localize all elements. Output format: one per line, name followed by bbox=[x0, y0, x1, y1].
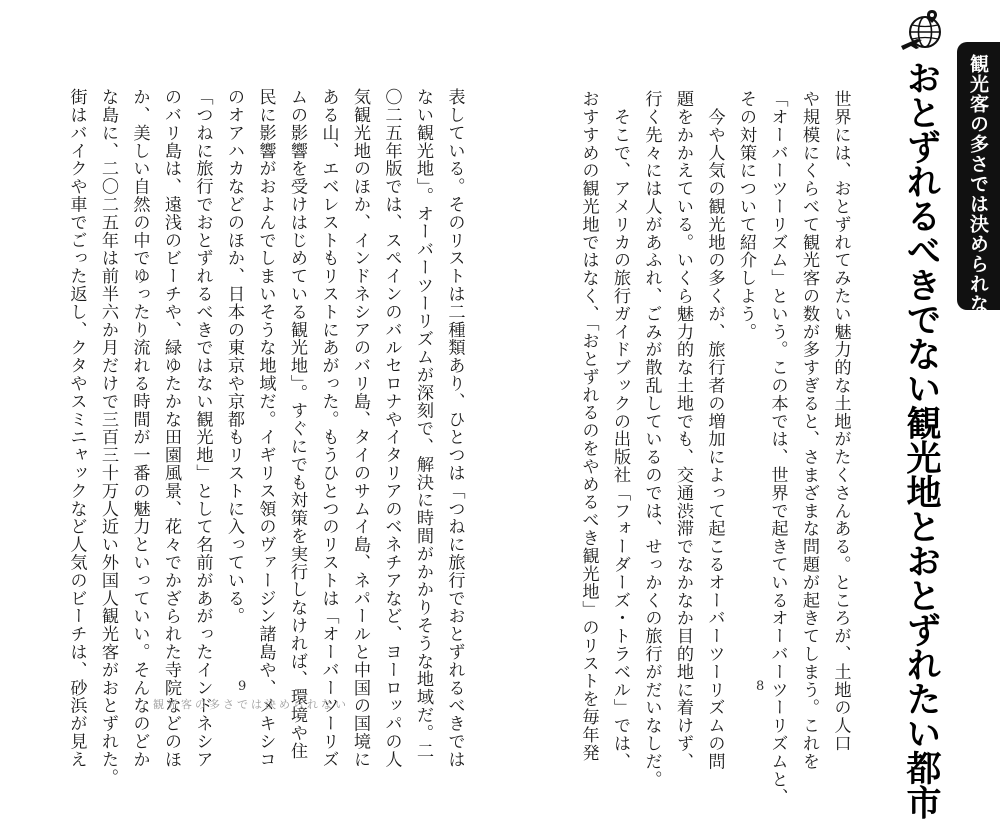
text-line: 気観光地のほか、インドネシアのバリ島、タイのサムイ島、ネパールと中国の国境に bbox=[350, 88, 370, 769]
text-line: ある山、エベレストもリストにあがった。もうひとつのリストは「オーバーツーリズ bbox=[318, 88, 339, 769]
text-line: 〇二五年版では、スペインのバルセロナやイタリアのベネチアなど、ヨーロッパの人 bbox=[381, 88, 402, 769]
text-line: 行く先々には人があふれ、ごみが散乱しているのでは、せっかくの旅行がだいなしだ。 bbox=[641, 90, 662, 789]
text-line: おすすめの観光地ではなく、「おとずれるのをやめるべき観光地」のリストを毎年発 bbox=[578, 90, 599, 762]
text-line: 題をかかえている。いくら魅力的な土地でも、交通渋滞でなかなか目的地に着けず、 bbox=[673, 90, 693, 771]
text-line: その対策について紹介しよう。 bbox=[736, 90, 756, 341]
main-title: おとずれるべきでない観光地とおとずれたい都市 bbox=[901, 60, 941, 819]
chapter-tab-text: 観光客の多さでは決められない bbox=[967, 54, 989, 334]
text-line: 今や人気の観光地の多くが、旅行者の増加によって起こるオーバーツーリズムの問 bbox=[704, 90, 725, 771]
text-line: 民に影響がおよんでしまいそうな地域だ。イギリス領のヴァージン諸島や、メキシコ bbox=[255, 88, 276, 769]
text-line: のオアハカなどのほか、日本の東京や京都もリストに入っている。 bbox=[224, 88, 244, 625]
text-line: 世界には、おとずれてみたい魅力的な土地がたくさんある。ところが、土地の人口 bbox=[830, 90, 851, 753]
globe-airplane-icon bbox=[899, 6, 947, 54]
text-line: ムの影響を受けはじめている観光地」。すぐにでも対策を実行しなければ、環境や住 bbox=[287, 88, 307, 760]
text-line: 「オーバーツーリズム」という。この本では、世界で起きているオーバーツーリズムと、 bbox=[767, 90, 788, 806]
text-line: 「つねに旅行でおとずれるべきではない観光地」として名前があがったインドネシア bbox=[192, 88, 213, 769]
text-line: な島に、二〇二五年は前半六か月だけで三百三十万人近い外国人観光客がおとずれた。 bbox=[98, 88, 118, 787]
text-line: のバリ島は、遠浅のビーチや、緑ゆたかな田園風景、花々でかざられた寺院などのほ bbox=[161, 88, 181, 769]
running-head: 観光客の多さでは決められない bbox=[153, 698, 349, 711]
text-line: や規模にくらべて観光客の数が多すぎると、さまざまな問題が起きてしまう。これを bbox=[799, 90, 819, 771]
page-number-left: 9 bbox=[238, 679, 247, 694]
text-line: ない観光地」。オーバーツーリズムが深刻で、解決に時間がかかりそうな地域だ。二 bbox=[413, 88, 433, 760]
text-line: 表している。そのリストは二種類あり、ひとつは「つねに旅行でおとずれるべきでは bbox=[444, 88, 465, 769]
page-number-right: 8 bbox=[756, 679, 765, 694]
text-line: 街はバイクや車でごった返し、クタやスミニャックなど人気のビーチは、砂浜が見え bbox=[66, 88, 87, 769]
text-line: そこで、アメリカの旅行ガイドブックの出版社「フォーダーズ・トラベル」では、 bbox=[610, 90, 630, 771]
text-line: か、美しい自然の中でゆったり流れる時間が一番の魅力といっていい。そんなのどか bbox=[129, 88, 150, 769]
page-8-body bbox=[572, 90, 856, 806]
chapter-tab-label bbox=[957, 54, 1000, 334]
